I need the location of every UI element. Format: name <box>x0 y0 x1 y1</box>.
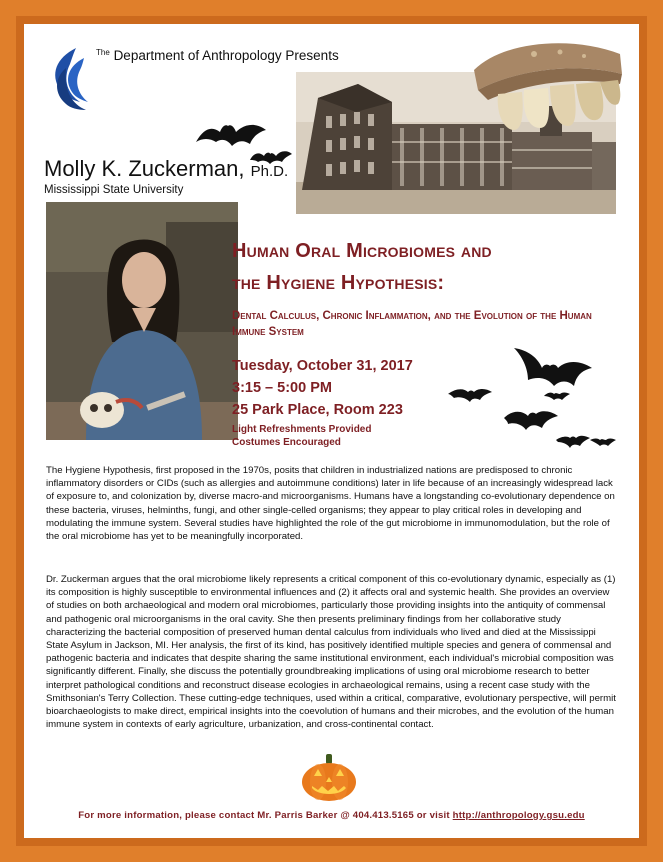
event-date: Tuesday, October 31, 2017 <box>232 358 413 374</box>
presenter-line <box>96 48 339 63</box>
event-time: 3:15 – 5:00 PM <box>232 380 332 396</box>
flyer <box>24 24 639 838</box>
abstract-paragraph-1: The Hygiene Hypothesis, first proposed in the 1970s, posits that children in industrialized nations are predisposed to chronic inflammatory disorders or CIDs (such as allergies and autoimmune conditions) later in life because of an increasingly widespread lack of exposure to, and colonization by, diverse macro-and microorganisms. Humans have a longstanding co-evolutionary dependence on these bacteria, viruses, helminths, fungi, and other single-celled organisms; they appear to play critical roles in developing and modulating the immune system. Several studies have highlighted the role of the gut microbiome in immunomodulation, but the role of the oral microbiome has yet to be meaningfully incorporated. <box>46 465 615 543</box>
speaker-name <box>44 156 288 182</box>
talk-title-line1: Human Oral Microbiomes and <box>232 240 492 262</box>
speaker-full-name: Molly K. Zuckerman, <box>44 156 245 181</box>
contact-text: For more information, please contact Mr. Parris Barker @ 404.413.5165 or visit <box>78 810 450 821</box>
talk-subtitle: Dental Calculus, Chronic Inflammation, and the Evolution of the Human Immune System <box>232 310 592 338</box>
dental-remains-photo <box>464 34 624 134</box>
speaker-portrait <box>46 202 238 440</box>
refreshments-note: Light Refreshments Provided <box>232 424 372 435</box>
speaker-affiliation: Mississippi State University <box>44 184 184 196</box>
presenter-name: Department of Anthropology Presents <box>113 48 339 63</box>
speaker-degree: Ph.D. <box>250 163 289 180</box>
event-location: 25 Park Place, Room 223 <box>232 402 403 418</box>
jack-o-lantern-icon <box>300 752 358 802</box>
talk-title-line2: the Hygiene Hypothesis: <box>232 272 445 294</box>
website-link[interactable]: http://anthropology.gsu.edu <box>452 810 585 821</box>
bats-cluster <box>444 344 624 462</box>
costume-note: Costumes Encouraged <box>232 437 341 448</box>
presenter-prefix: The <box>96 48 110 57</box>
university-logo <box>46 44 90 114</box>
bats-decoration <box>192 102 296 164</box>
abstract-paragraph-2: Dr. Zuckerman argues that the oral microbiome likely represents a critical component of this co-evolutionary dynamic, especially as (1) its composition is highly susceptible to environmental influences and (2) it affects oral and systemic health. She provides an overview of studies on both archaeological and modern oral microbiomes, particularly those providing insights into the antiquity of commensal and pathogenic oral microorganisms in the oral cavity. She then presents preliminary findings from her collaborative study characterizing the bacterial composition of preserved human dental calculus from individuals who lived and died at the Mississippi State Asylum in Jackson, MI. Her analysis, the first of its kind, has positively identified multiple species and genera of commensal and pathogenic bacteria and indicates that despite sharing the same institutional environment, each individual's microbial composition was significantly different. Finally, she discuss the potentially groundbreaking implications of using oral microbiome research to better interpret pathological conditions and reconstruct disease ecologies in archaeological remains, using a recent case study with the Smithsonian's Terry Collection. These cutting-edge techniques, used within a critical, comparative, evolutionary perspective, will permit bioarchaeologists to make direct, empirical insights into the coevolution of humans and their microbes, and the evolution of the human immune system in contexts of early agriculture, urbanization, and cross-continental contact. <box>46 574 616 731</box>
contact-footer <box>24 810 639 821</box>
